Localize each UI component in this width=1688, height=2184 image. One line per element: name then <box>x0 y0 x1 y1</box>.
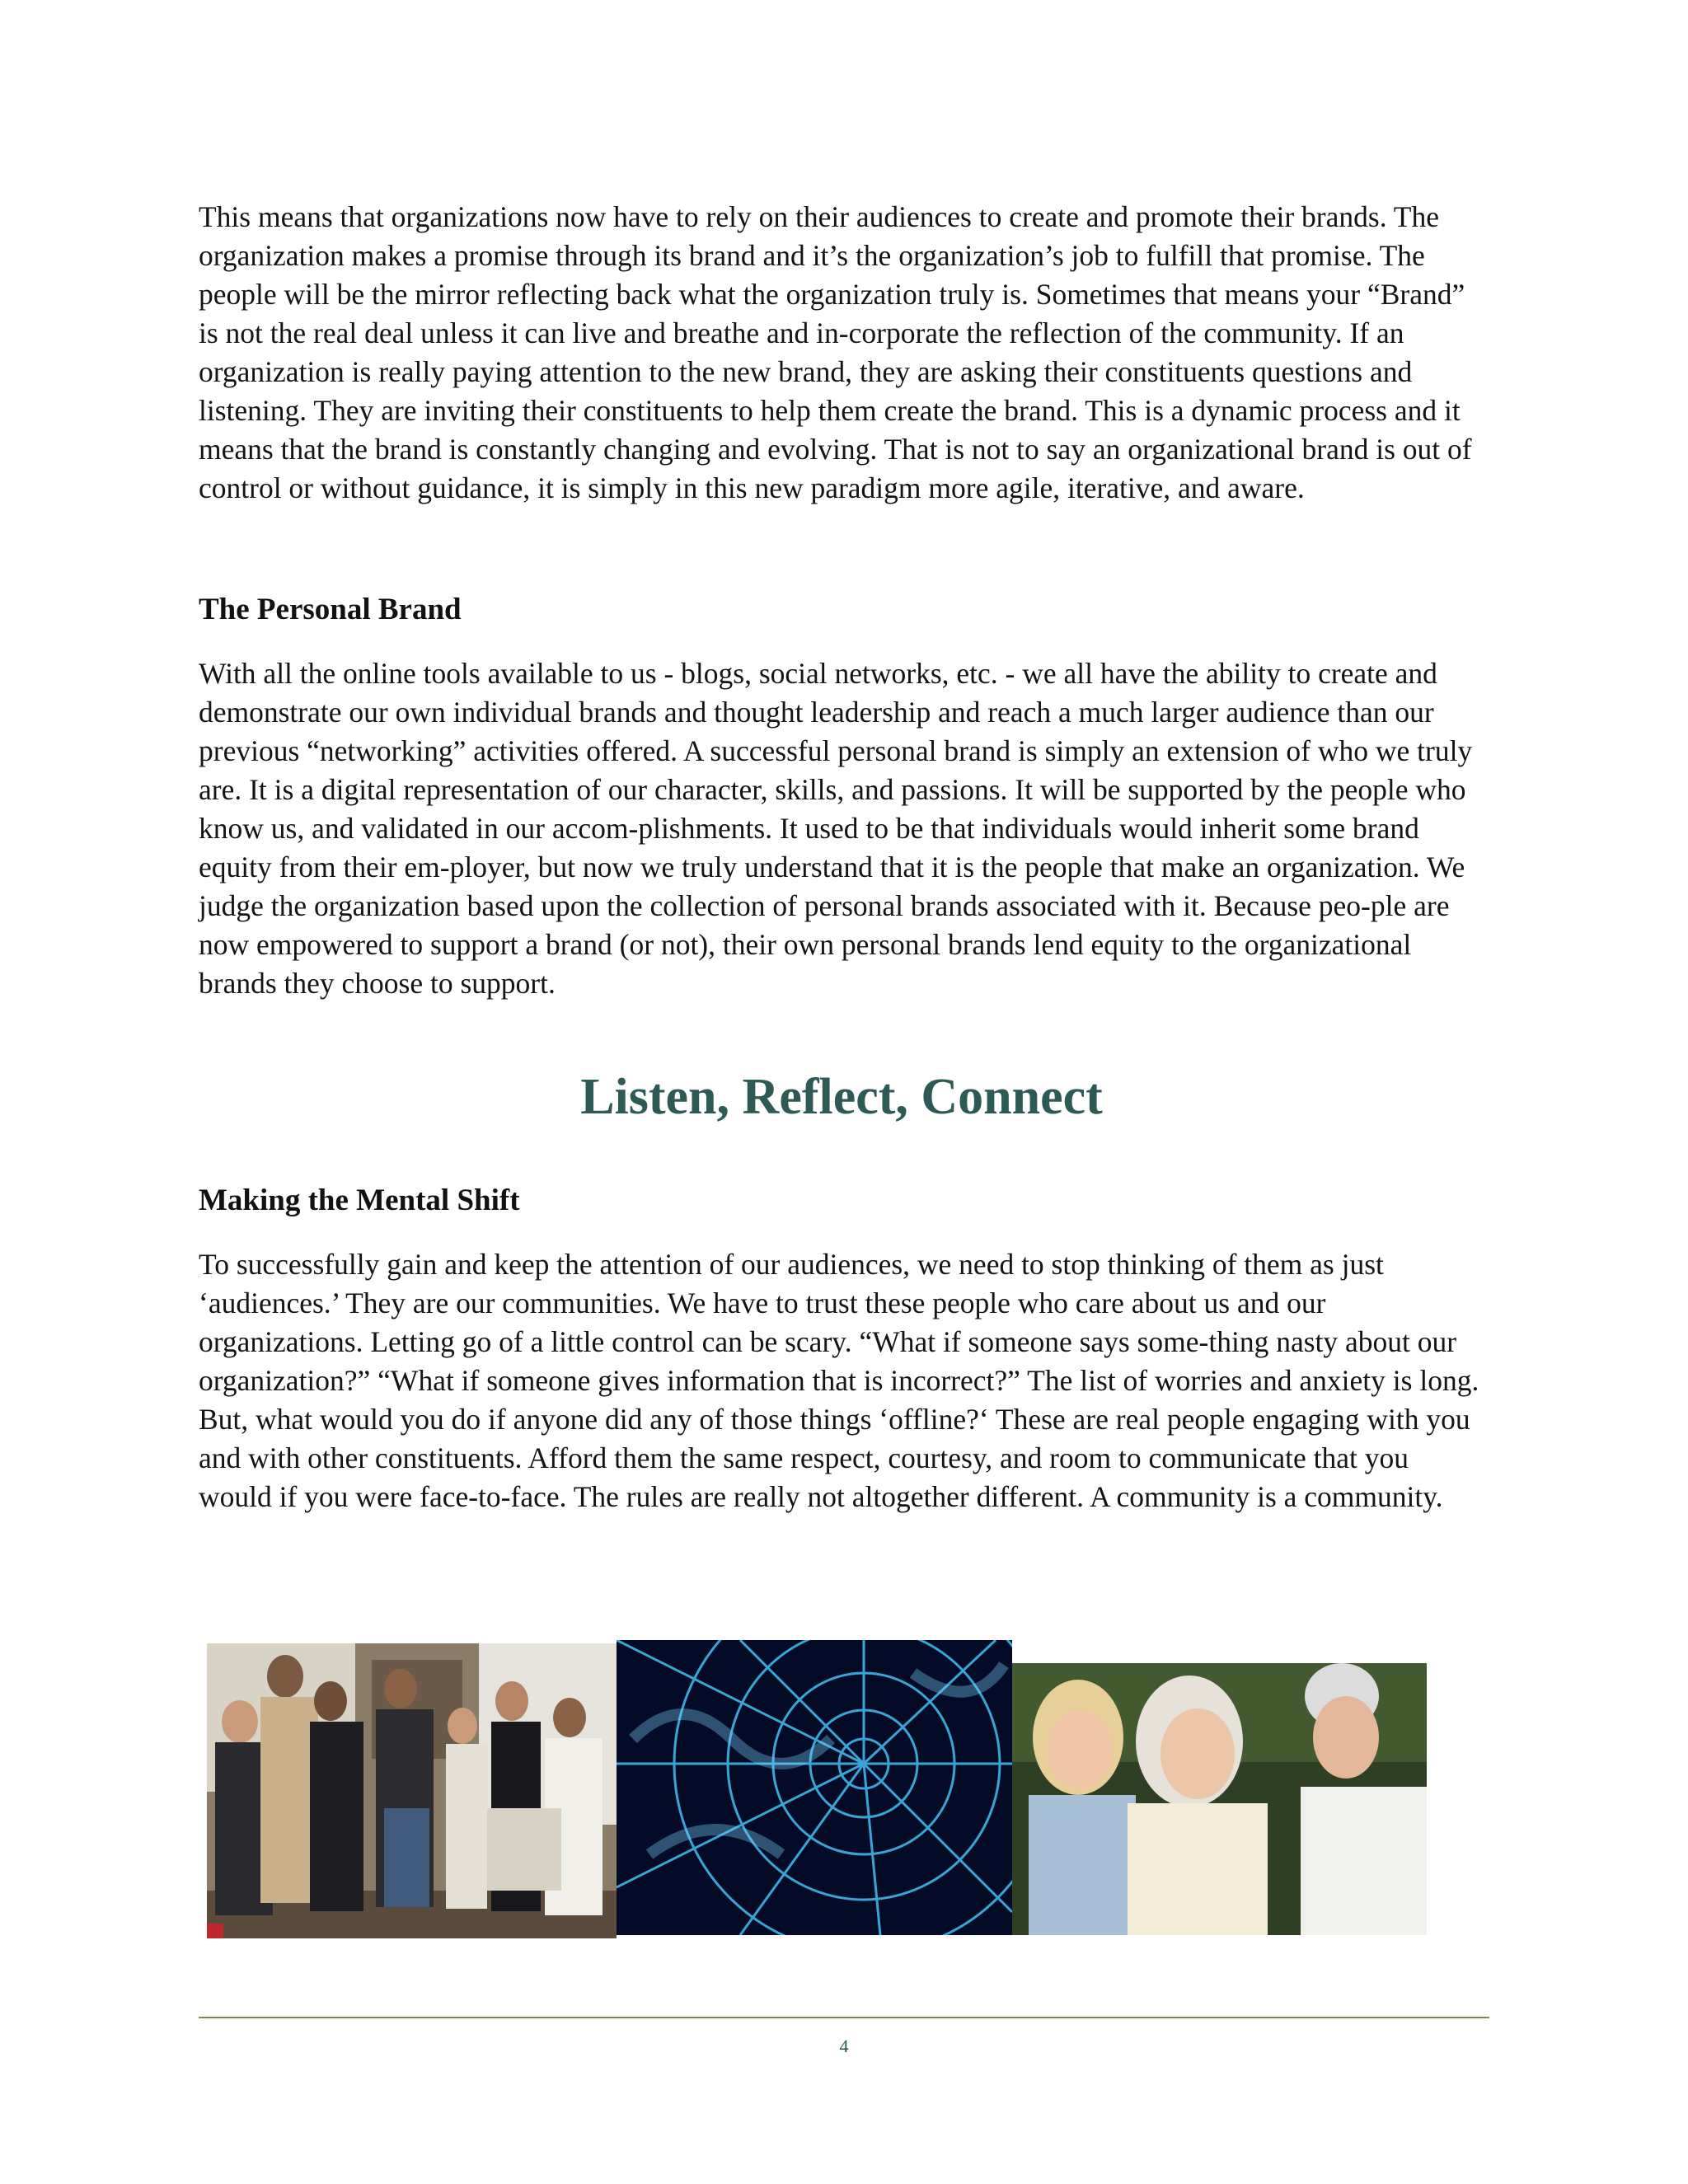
photo-strip <box>207 1638 1427 1939</box>
mental-shift-heading: Making the Mental Shift <box>199 1183 520 1217</box>
page-number: 4 <box>839 2036 849 2056</box>
intro-paragraph: This means that organizations now have to rely on their audiences to create and promote their brands. The organization makes a promise through its brand and it’s the organization’s job to fulfill that promise. The people will be the mirror reflecting back what the organization truly is. Sometimes that means your “Brand” is not the real deal unless it can live and breathe and in-corporate the reflection of the community. If an organization is really paying attention to the new brand, they are asking their constituents questions and listening. They are inviting their constituents to help them create the brand. This is a dynamic process and it means that the brand is constantly changing and evolving. That is not to say an organizational brand is out of control or without guidance, it is simply in this new paradigm more agile, iterative, and aware. <box>199 200 1472 504</box>
section-title: Listen, Reflect, Connect <box>580 1069 1103 1125</box>
personal-brand-heading: The Personal Brand <box>199 593 462 626</box>
mental-shift-paragraph: To successfully gain and keep the attention of our audiences, we need to stop thinking of them as just ‘audiences.’ They are our communities. We have to trust these people who care about us and our organizations. Letting go of a little control can be scary. “What if someone says some-thing nasty about our organization?” “What if someone gives information that is incorrect?” The list of worries and anxiety is long. But, what would you do if anyone did any of those things ‘offline?‘ These are real people engaging with you and with other constituents. Afford them the same respect, courtesy, and room to communicate that you would if you were face-to-face. The rules are really not altogether different. A community is a community. <box>199 1248 1479 1513</box>
footer-divider <box>199 2017 1489 2018</box>
three-people-talking-photo <box>1012 1663 1427 1935</box>
people-talking-illustration <box>1012 1663 1427 1935</box>
group-photo-illustration <box>207 1643 617 1938</box>
digital-web-illustration <box>617 1640 1012 1935</box>
digital-web-photo <box>617 1640 1012 1935</box>
personal-brand-paragraph: With all the online tools available to us - blogs, social networks, etc. - we all have the ability to create and demonstrate our own individual brands and thought leadership and reach a much larger audience than our previous “networking” activities offered. A successful personal brand is simply an extension of who we truly are. It is a digital representation of our character, skills, and passions. It will be supported by the people who know us, and validated in our accom-plishments. It used to be that individuals would inherit some brand equity from their em-ployer, but now we truly understand that it is the people that make an organization. We judge the organization based upon the collection of personal brands associated with it. Because peo-ple are now empowered to support a brand (or not), their own personal brands lend equity to the organizational brands they choose to support. <box>199 657 1473 1000</box>
group-of-young-people-photo <box>207 1643 617 1938</box>
